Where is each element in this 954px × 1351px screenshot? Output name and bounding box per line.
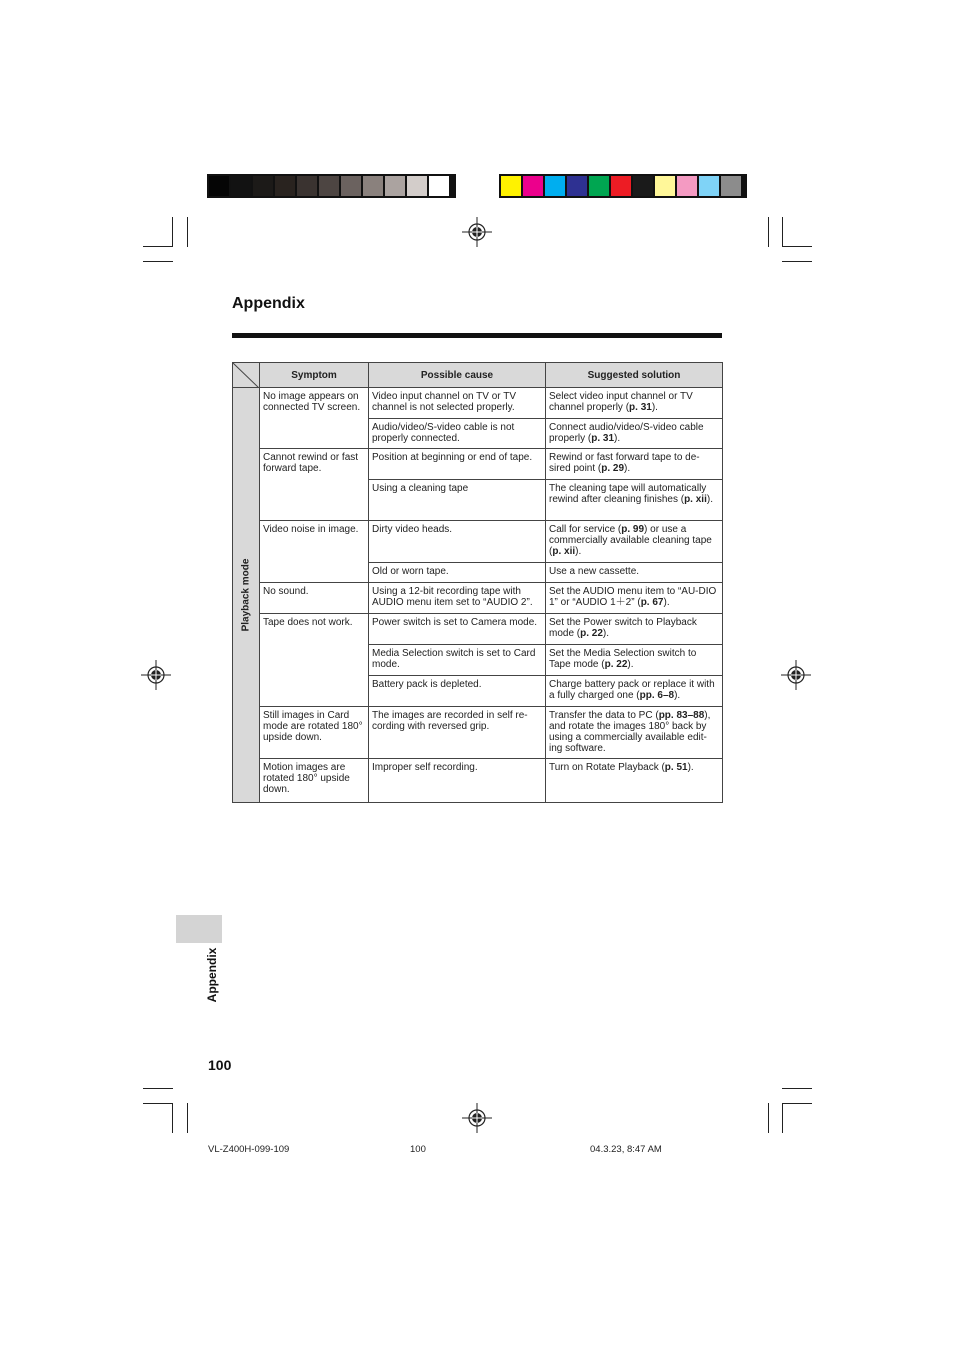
color-swatch	[501, 176, 521, 196]
crop-mark	[143, 246, 173, 247]
color-swatch	[655, 176, 675, 196]
crop-mark	[172, 1103, 173, 1133]
table-row	[233, 388, 723, 419]
symptom-cell: Motion images are rotated 180° upside down.	[260, 759, 369, 803]
side-tab	[176, 915, 222, 943]
crop-mark	[782, 217, 783, 247]
solution-text: ) or use a commercially available cleaning tape (	[549, 524, 712, 557]
solution-text: ).	[687, 762, 694, 773]
page-reference: p. xii	[684, 494, 707, 505]
registration-mark-icon	[462, 1103, 492, 1133]
solution-cell	[546, 759, 723, 803]
category-cell	[233, 388, 260, 803]
crop-mark	[143, 261, 173, 262]
color-calibration-bar	[499, 174, 747, 198]
crop-mark	[768, 217, 769, 247]
footer-document-code: VL-Z400H-099-109	[208, 1144, 290, 1155]
solution-text: ), and rotate the images 180° back by using a commercially available edit-ing software.	[549, 710, 711, 754]
cause-cell: Audio/video/S-video cable is not properly connected.	[369, 419, 546, 449]
crop-mark	[187, 1103, 188, 1133]
crop-mark	[782, 1088, 812, 1089]
page-reference: p. 51	[664, 762, 688, 773]
color-swatch	[545, 176, 565, 196]
table-row	[233, 614, 723, 645]
cause-cell: Old or worn tape.	[369, 563, 546, 583]
crop-mark	[782, 1103, 783, 1133]
solution-text: ).	[651, 402, 658, 413]
crop-mark	[187, 217, 188, 247]
gray-swatch	[231, 176, 251, 196]
solution-text: Set the Media Selection switch to Tape mode (	[549, 648, 697, 670]
gray-swatch	[341, 176, 361, 196]
solution-text: Use a new cassette.	[549, 566, 640, 577]
troubleshooting-table	[232, 362, 722, 803]
solution-cell	[546, 676, 723, 707]
color-swatch	[677, 176, 697, 196]
color-swatch	[567, 176, 587, 196]
cause-cell: Position at beginning or end of tape.	[369, 449, 546, 480]
crop-mark	[782, 1103, 812, 1104]
page-reference: pp. 6–8	[639, 690, 675, 701]
solution-text: ).	[674, 690, 681, 701]
page-reference: p. 31	[591, 433, 615, 444]
solution-text: ).	[624, 463, 631, 474]
gray-swatch	[429, 176, 449, 196]
category-label: Playback mode	[240, 558, 252, 632]
table-row	[233, 583, 723, 614]
gray-swatch	[319, 176, 339, 196]
solution-text: Turn on Rotate Playback (	[549, 762, 665, 773]
table-corner-cell	[233, 363, 260, 388]
solution-text: Transfer the data to PC (	[549, 710, 659, 721]
table-row	[233, 759, 723, 803]
footer-timestamp: 04.3.23, 8:47 AM	[590, 1144, 662, 1155]
solution-cell	[546, 449, 723, 480]
solution-text: Connect audio/video/S-video cable properly (	[549, 422, 704, 444]
cause-cell: Improper self recording.	[369, 759, 546, 803]
color-swatch	[699, 176, 719, 196]
gray-swatch	[385, 176, 405, 196]
page-number: 100	[208, 1057, 232, 1073]
page-reference: p. 22	[580, 628, 603, 639]
cause-cell: Using a cleaning tape	[369, 480, 546, 521]
solution-cell	[546, 645, 723, 676]
gray-swatch	[297, 176, 317, 196]
page-title: Appendix	[232, 295, 305, 312]
symptom-cell: No image appears on connected TV screen.	[260, 388, 369, 449]
table-row	[233, 521, 723, 563]
cause-cell: Dirty video heads.	[369, 521, 546, 563]
solution-cell	[546, 583, 723, 614]
gray-swatch	[253, 176, 273, 196]
title-rule	[232, 333, 722, 338]
page-reference: p. xii	[552, 546, 576, 557]
gray-swatch	[209, 176, 229, 196]
solution-cell	[546, 419, 723, 449]
registration-mark-icon	[462, 217, 492, 247]
color-swatch	[523, 176, 543, 196]
cause-cell: Power switch is set to Camera mode.	[369, 614, 546, 645]
page-reference: p. 22	[604, 659, 628, 670]
crop-mark	[768, 1103, 769, 1133]
color-swatch	[721, 176, 741, 196]
solution-cell	[546, 563, 723, 583]
color-swatch	[633, 176, 653, 196]
cause-cell: The images are recorded in self re-cording with reversed grip.	[369, 707, 546, 759]
table-row	[233, 707, 723, 759]
page-reference: p. 29	[601, 463, 625, 474]
header-possible-cause: Possible cause	[369, 363, 546, 388]
grayscale-calibration-bar	[207, 174, 456, 198]
color-swatch	[611, 176, 631, 196]
header-suggested-solution: Suggested solution	[546, 363, 723, 388]
crop-mark	[172, 217, 173, 247]
color-swatch	[589, 176, 609, 196]
solution-cell	[546, 707, 723, 759]
symptom-cell: Still images in Card mode are rotated 180° upside down.	[260, 707, 369, 759]
solution-text: ).	[575, 546, 582, 557]
cause-cell: Video input channel on TV or TV channel is not selected properly.	[369, 388, 546, 419]
page-reference: p. 31	[629, 402, 652, 413]
cause-cell: Media Selection switch is set to Card mode.	[369, 645, 546, 676]
diagonal-line	[233, 363, 260, 388]
solution-text: Select video input channel or TV channel properly (	[549, 391, 693, 413]
gray-swatch	[275, 176, 295, 196]
solution-text: Set the AUDIO menu item to “AU-DIO 1” or “AUDIO 1＋2” (	[549, 586, 717, 608]
crop-mark	[143, 1088, 173, 1089]
solution-text: ).	[602, 628, 610, 639]
symptom-cell: Cannot rewind or fast forward tape.	[260, 449, 369, 521]
solution-cell	[546, 521, 723, 563]
crop-mark	[782, 246, 812, 247]
registration-mark-icon	[141, 660, 171, 690]
solution-cell	[546, 614, 723, 645]
page-reference: p. 67	[640, 597, 664, 608]
solution-text: ).	[627, 659, 634, 670]
solution-text: ).	[614, 433, 621, 444]
gray-swatch	[407, 176, 427, 196]
cause-cell: Battery pack is depleted.	[369, 676, 546, 707]
solution-text: Call for service (	[549, 524, 622, 535]
solution-cell	[546, 480, 723, 521]
solution-text: Charge battery pack or replace it with a fully charged one (	[549, 679, 715, 701]
side-tab-label: Appendix	[205, 947, 219, 1003]
footer-page: 100	[410, 1144, 426, 1155]
symptom-cell: No sound.	[260, 583, 369, 614]
crop-mark	[143, 1103, 173, 1104]
registration-mark-icon	[781, 660, 811, 690]
page-reference: p. 99	[621, 524, 645, 535]
page-reference: pp. 83–88	[658, 710, 705, 721]
solution-cell	[546, 388, 723, 419]
symptom-cell: Tape does not work.	[260, 614, 369, 707]
solution-text: Set the Power switch to Playback mode (	[549, 617, 697, 639]
crop-mark	[782, 261, 812, 262]
cause-cell: Using a 12-bit recording tape with AUDIO menu item set to “AUDIO 2”.	[369, 583, 546, 614]
solution-text: The cleaning tape will automatically rewind after cleaning finishes (	[549, 483, 707, 505]
solution-text: ).	[663, 597, 670, 608]
solution-text: ).	[706, 494, 713, 505]
solution-text: Rewind or fast forward tape to de-sired point (	[549, 452, 700, 474]
symptom-cell: Video noise in image.	[260, 521, 369, 583]
table-row	[233, 449, 723, 480]
header-symptom: Symptom	[260, 363, 369, 388]
gray-swatch	[363, 176, 383, 196]
